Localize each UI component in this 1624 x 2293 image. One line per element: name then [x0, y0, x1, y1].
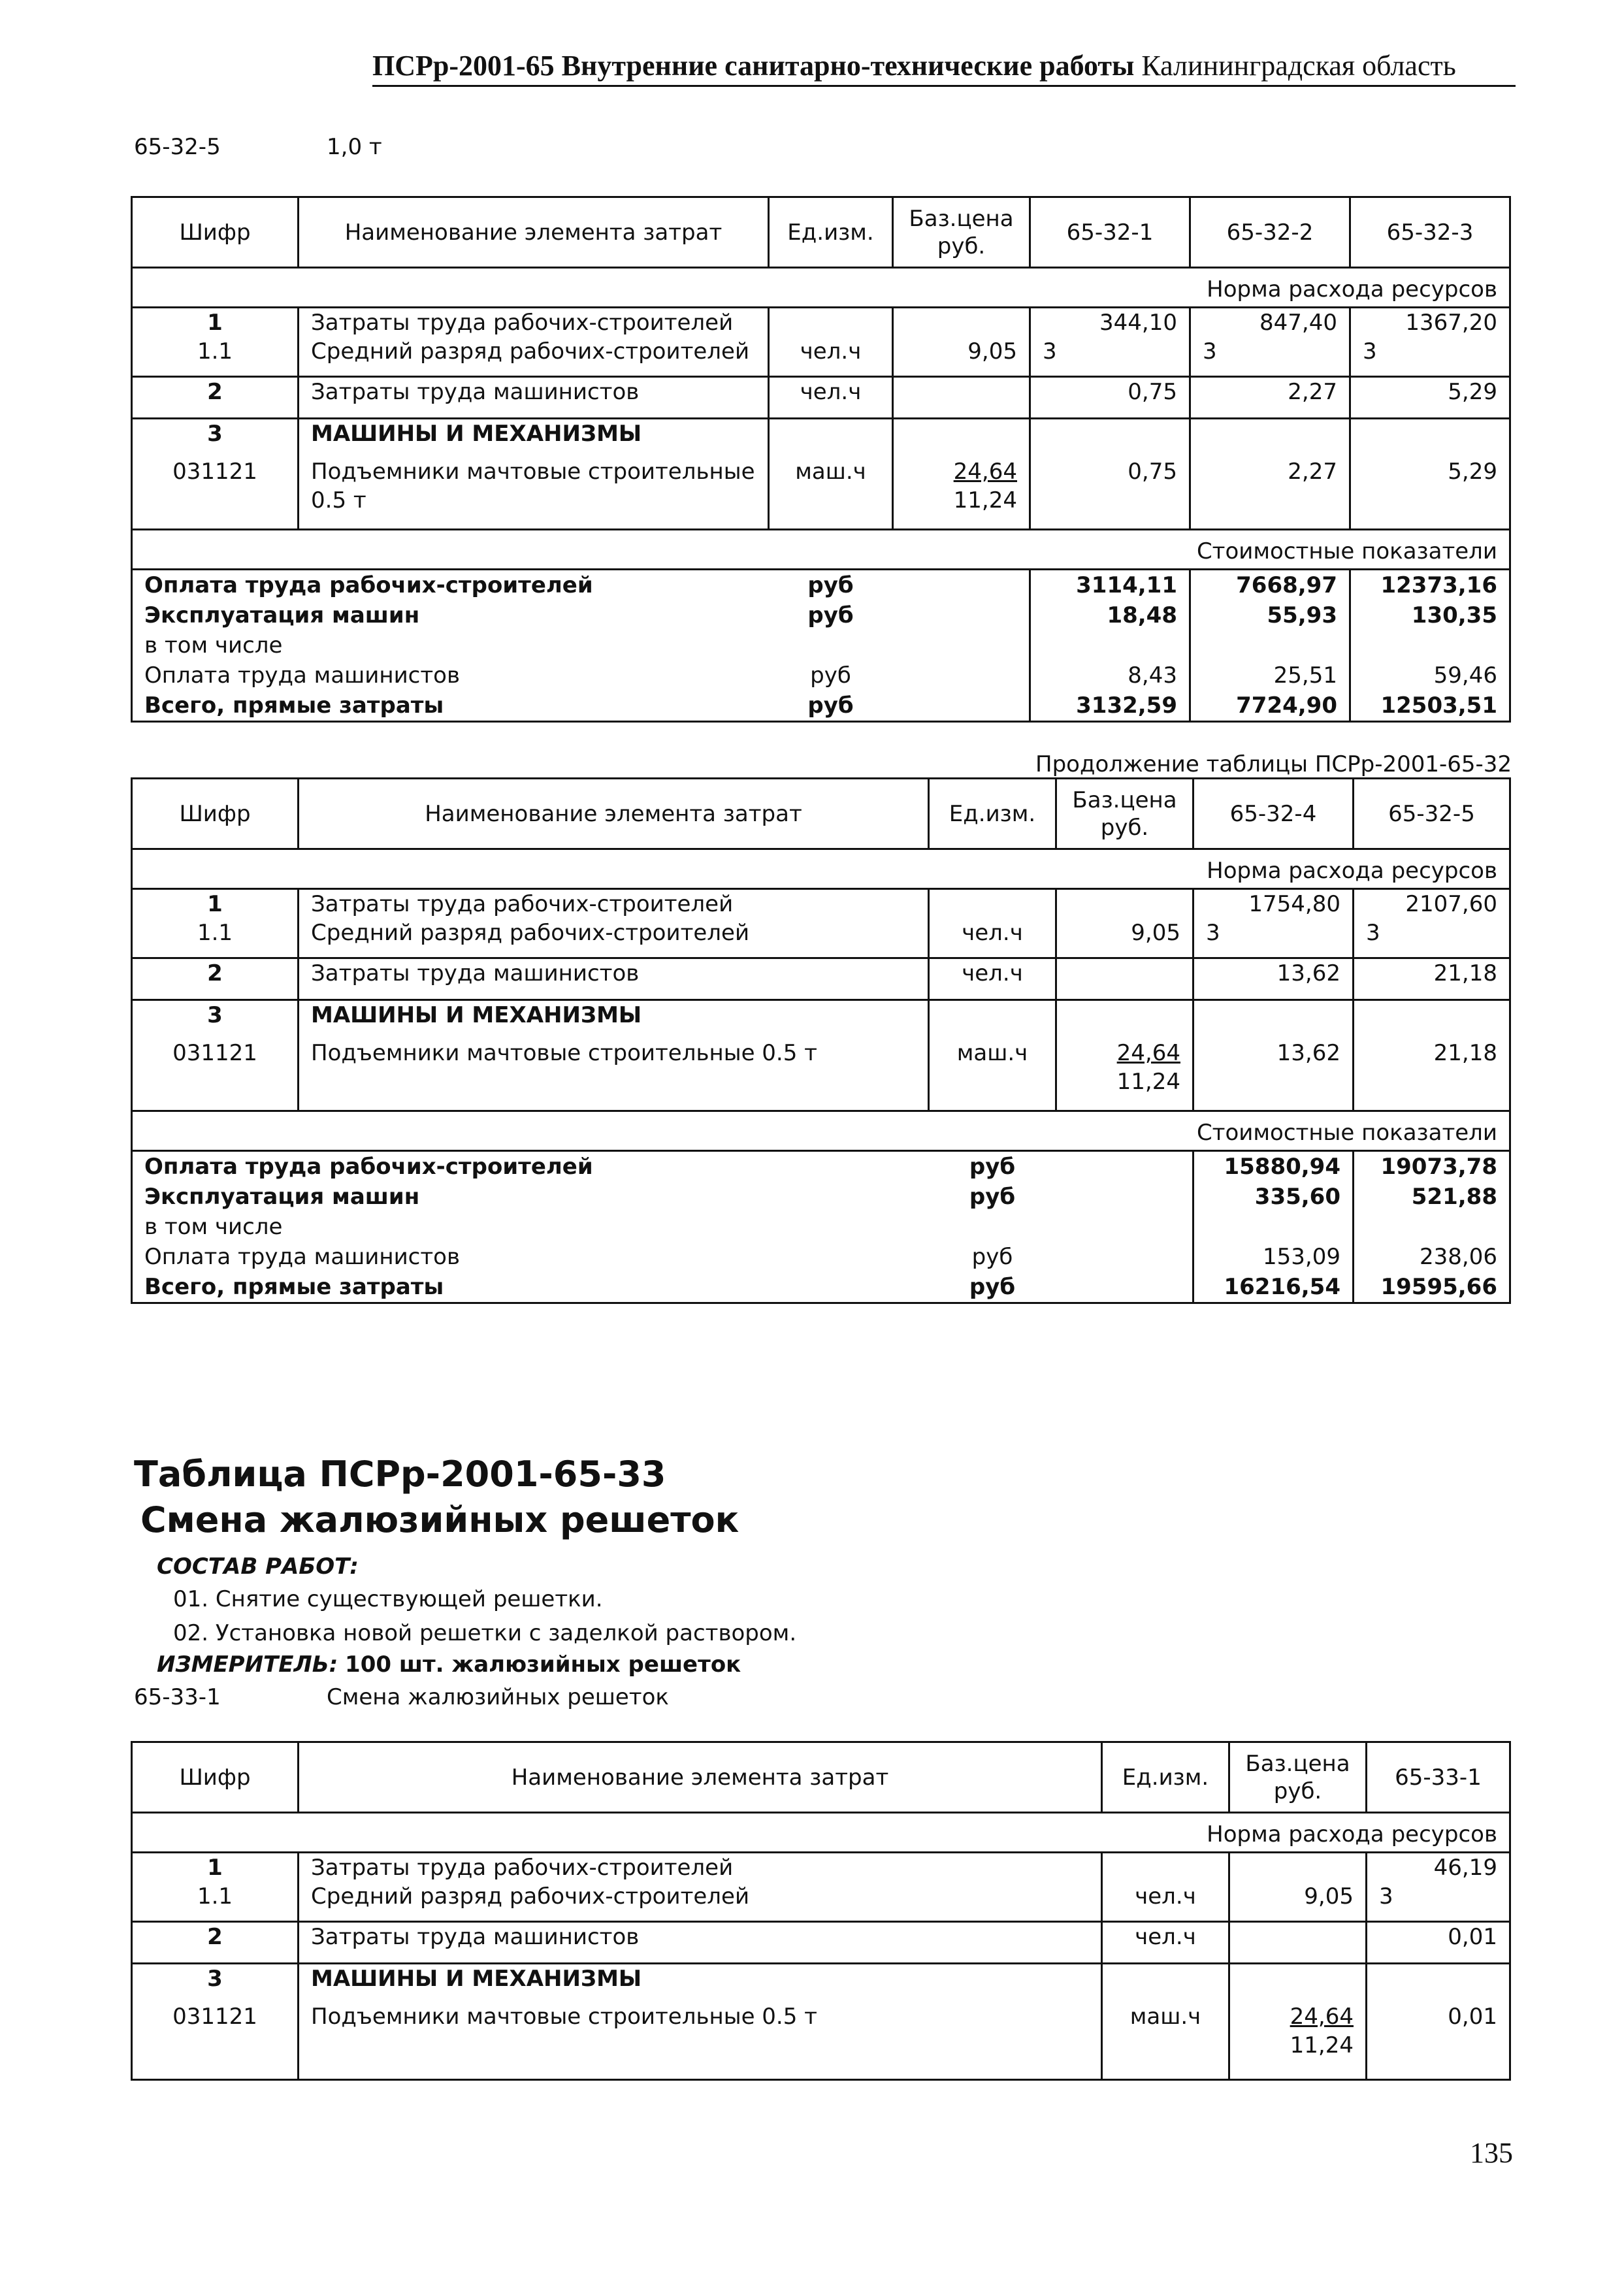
section-row [132, 849, 1510, 889]
cost-name: Оплата труда рабочих-строителей [132, 1150, 929, 1182]
cost-name: в том числе [132, 630, 769, 660]
cost-value: 59,46 [1350, 660, 1510, 691]
cost-value: 7668,97 [1236, 572, 1337, 598]
section-label: Норма расхода ресурсов [132, 1813, 1510, 1853]
col-header: Наименование элемента затрат [299, 1742, 1102, 1813]
table-header-row [132, 779, 1510, 849]
col-header: Шифр [132, 197, 299, 268]
row-value: 0,01 [1367, 2002, 1510, 2079]
cost-unit: руб [807, 602, 854, 628]
cost-value: 16216,54 [1194, 1272, 1354, 1303]
row-code: 1 [132, 1853, 299, 1883]
table-row [132, 1921, 1510, 1963]
row-name: Подъемники мачтовые строительные [311, 459, 755, 485]
row-name: Подъемники мачтовые строительные 0.5 т [299, 1039, 929, 1111]
table-header-row [132, 197, 1510, 268]
row-unit: маш.ч [769, 457, 893, 529]
cost-value: 521,88 [1354, 1182, 1510, 1212]
row-code: 2 [132, 958, 299, 1000]
row-unit: чел.ч [929, 919, 1056, 958]
cost-name: в том числе [132, 1212, 929, 1242]
row-value: 3 [1194, 919, 1354, 958]
table-row [132, 958, 1510, 1000]
table-row [132, 1882, 1510, 1921]
section-label: Норма расхода ресурсов [132, 849, 1510, 889]
cost-unit: руб [807, 572, 854, 598]
row-price: 24,64 [953, 459, 1017, 485]
row-value: 3 [1350, 337, 1510, 376]
cost-name: Оплата труда машинистов [132, 1242, 929, 1272]
cost-value: 12373,16 [1350, 569, 1510, 600]
cost-name: Эксплуатация машин [132, 600, 769, 630]
row-name: Подъемники мачтовые строительные 0.5 т [299, 2002, 1102, 2079]
table-65-33 [131, 1741, 1511, 2081]
subheader-code: 65-32-5 [134, 134, 221, 160]
cost-row [132, 600, 1510, 630]
row-price: 9,05 [1229, 1882, 1367, 1921]
cost-value: 12503,51 [1350, 691, 1510, 722]
col-header: Наименование элемента затрат [299, 197, 769, 268]
cost-unit: руб [971, 1243, 1013, 1270]
row-unit: чел.ч [769, 376, 893, 418]
row-price [893, 376, 1030, 418]
row-price [893, 308, 1030, 338]
row-unit [929, 889, 1056, 919]
cost-row [132, 691, 1510, 722]
row-name: МАШИНЫ И МЕХАНИЗМЫ [299, 418, 769, 457]
table-label: Таблица ПСРр-2001-65-33 [134, 1454, 666, 1495]
row-name: Средний разряд рабочих-строителей [299, 1882, 1102, 1921]
col-header: Ед.изм. [929, 779, 1056, 849]
cost-name: Всего, прямые затраты [132, 1272, 929, 1303]
row-name: Затраты труда рабочих-строителей [299, 889, 929, 919]
table-row [132, 1000, 1510, 1039]
cost-unit: руб [969, 1153, 1016, 1180]
row-code: 1 [132, 308, 299, 338]
section-row [132, 529, 1510, 569]
table-row [132, 2002, 1510, 2079]
meter-value: 100 шт. жалюзийных решеток [345, 1651, 741, 1678]
row-name: Затраты труда рабочих-строителей [299, 308, 769, 338]
row-value: 13,62 [1194, 958, 1354, 1000]
row-value: 0,01 [1367, 1921, 1510, 1963]
cost-value: 19073,78 [1354, 1150, 1510, 1182]
table-65-32-part2 [131, 777, 1511, 1304]
cost-value: 130,35 [1350, 600, 1510, 630]
row-code: 2 [132, 376, 299, 418]
header-code: ПСРр-2001-65 [372, 50, 555, 82]
row-unit: маш.ч [1102, 2002, 1229, 2079]
cost-value: 335,60 [1194, 1182, 1354, 1212]
row-price-machinist: 11,24 [1290, 2032, 1354, 2058]
section-row [132, 1111, 1510, 1150]
row-name: Затраты труда машинистов [299, 958, 929, 1000]
row-code: 1.1 [132, 337, 299, 376]
row-code: 3 [132, 1963, 299, 2002]
row-value: 2,27 [1190, 457, 1350, 529]
row-unit: чел.ч [1102, 1882, 1229, 1921]
work-item: 01. Снятие существующей решетки. [173, 1586, 603, 1612]
col-header: 65-32-1 [1030, 197, 1190, 268]
table-row [132, 376, 1510, 418]
cost-name: Эксплуатация машин [132, 1182, 929, 1212]
row-value: 3 [1190, 337, 1350, 376]
col-header: 65-32-2 [1190, 197, 1350, 268]
row-unit: чел.ч [929, 958, 1056, 1000]
cost-name: Оплата труда машинистов [132, 660, 769, 691]
row-value: 13,62 [1194, 1039, 1354, 1111]
row-price [1056, 958, 1194, 1000]
cost-value: 7724,90 [1190, 691, 1350, 722]
row-name: Средний разряд рабочих-строителей [299, 337, 769, 376]
cost-value: 15880,94 [1194, 1150, 1354, 1182]
row-value: 2,27 [1190, 376, 1350, 418]
cost-value: 3114,11 [1030, 569, 1190, 600]
work-item: 02. Установка новой решетки с заделкой раствором. [173, 1620, 797, 1646]
row-code: 3 [132, 418, 299, 457]
row-name-cont: 0.5 т [311, 487, 366, 513]
col-header: Шифр [132, 1742, 299, 1813]
table-row [132, 1963, 1510, 2002]
row-value: 5,29 [1350, 457, 1510, 529]
row-code: 1.1 [132, 919, 299, 958]
row-name: Затраты труда машинистов [299, 376, 769, 418]
section-row [132, 268, 1510, 308]
row-name: Затраты труда машинистов [299, 1921, 1102, 1963]
cost-unit: руб [929, 1272, 1056, 1303]
row-code: 031121 [132, 1039, 299, 1111]
row-code: 031121 [132, 2002, 299, 2079]
page-number: 135 [1470, 2137, 1513, 2169]
table-row [132, 337, 1510, 376]
row-value: 0,75 [1030, 376, 1190, 418]
header-region: Калининградская область [1141, 50, 1456, 82]
col-header: 65-32-5 [1354, 779, 1510, 849]
continuation-note: Продолжение таблицы ПСРр-2001-65-32 [1035, 751, 1512, 777]
row-value: 344,10 [1030, 308, 1190, 338]
section-label: Норма расхода ресурсов [132, 268, 1510, 308]
item-code: 65-33-1 [134, 1684, 221, 1710]
row-value: 1367,20 [1350, 308, 1510, 338]
cost-name: Оплата труда рабочих-строителей [132, 569, 769, 600]
col-header: Шифр [132, 779, 299, 849]
item-name: Смена жалюзийных решеток [327, 1684, 669, 1710]
row-code: 3 [132, 1000, 299, 1039]
meter-label: ИЗМЕРИТЕЛЬ: [157, 1651, 338, 1678]
table-65-32-part1 [131, 196, 1511, 723]
cost-row [132, 630, 1510, 660]
row-unit: маш.ч [929, 1039, 1056, 1111]
row-unit: чел.ч [1102, 1921, 1229, 1963]
header-title: Внутренние санитарно-технические работы [561, 50, 1135, 82]
cost-row [132, 660, 1510, 691]
row-code: 1 [132, 889, 299, 919]
row-value: 21,18 [1354, 958, 1510, 1000]
row-value: 21,18 [1354, 1039, 1510, 1111]
row-name: МАШИНЫ И МЕХАНИЗМЫ [299, 1963, 1102, 2002]
cost-value: 19595,66 [1354, 1272, 1510, 1303]
col-header: Баз.цена руб. [1056, 779, 1194, 849]
row-value: 46,19 [1367, 1853, 1510, 1883]
cost-unit: руб [810, 662, 851, 689]
col-header: Баз.цена руб. [1229, 1742, 1367, 1813]
table-row [132, 308, 1510, 338]
row-unit [769, 308, 893, 338]
row-unit [1102, 1853, 1229, 1883]
table-row [132, 418, 1510, 457]
row-value: 847,40 [1190, 308, 1350, 338]
table-header-row [132, 1742, 1510, 1813]
table-row [132, 889, 1510, 919]
cost-row [132, 1242, 1510, 1272]
row-price [1229, 1921, 1367, 1963]
row-price: 9,05 [893, 337, 1030, 376]
col-header: 65-32-3 [1350, 197, 1510, 268]
row-value: 1754,80 [1194, 889, 1354, 919]
subheader-value: 1,0 т [327, 134, 382, 160]
col-header: 65-32-4 [1194, 779, 1354, 849]
row-code: 1.1 [132, 1882, 299, 1921]
row-unit: чел.ч [769, 337, 893, 376]
row-value: 3 [1354, 919, 1510, 958]
row-value: 2107,60 [1354, 889, 1510, 919]
row-price: 24,64 [1116, 1040, 1180, 1066]
row-value: 5,29 [1350, 376, 1510, 418]
works-label: СОСТАВ РАБОТ: [157, 1553, 359, 1580]
col-header: Наименование элемента затрат [299, 779, 929, 849]
row-price-machinist: 11,24 [953, 487, 1017, 513]
cost-value: 8,43 [1030, 660, 1190, 691]
cost-value: 238,06 [1354, 1242, 1510, 1272]
cost-unit: руб [969, 1183, 1016, 1210]
cost-row [132, 1272, 1510, 1303]
cost-row [132, 1150, 1510, 1182]
row-price [1229, 1853, 1367, 1883]
row-price-machinist: 11,24 [1116, 1069, 1180, 1095]
row-price [1056, 889, 1194, 919]
cost-row [132, 1212, 1510, 1242]
row-name: МАШИНЫ И МЕХАНИЗМЫ [299, 1000, 929, 1039]
row-code: 031121 [132, 457, 299, 529]
cost-value: 18,48 [1030, 600, 1190, 630]
table-row [132, 1039, 1510, 1111]
cost-unit: руб [769, 691, 893, 722]
table-row [132, 919, 1510, 958]
cost-value: 3132,59 [1030, 691, 1190, 722]
table-row [132, 457, 1510, 529]
cost-row [132, 569, 1510, 600]
row-value: 0,75 [1030, 457, 1190, 529]
running-header [372, 47, 1516, 87]
row-value: 3 [1367, 1882, 1510, 1921]
col-header: Ед.изм. [1102, 1742, 1229, 1813]
col-header: Баз.цена руб. [893, 197, 1030, 268]
col-header: Ед.изм. [769, 197, 893, 268]
cost-row [132, 1182, 1510, 1212]
cost-value: 153,09 [1194, 1242, 1354, 1272]
row-name: Средний разряд рабочих-строителей [299, 919, 929, 958]
cost-value: 25,51 [1273, 662, 1337, 689]
section-row [132, 1813, 1510, 1853]
row-price: 9,05 [1056, 919, 1194, 958]
section-label: Стоимостные показатели [132, 529, 1510, 569]
row-name: Затраты труда рабочих-строителей [299, 1853, 1102, 1883]
section-label: Стоимостные показатели [132, 1111, 1510, 1150]
row-price: 24,64 [1290, 2004, 1354, 2030]
cost-name: Всего, прямые затраты [132, 691, 769, 722]
row-code: 2 [132, 1921, 299, 1963]
table-row [132, 1853, 1510, 1883]
col-header: 65-33-1 [1367, 1742, 1510, 1813]
cost-value: 55,93 [1267, 602, 1337, 628]
row-value: 3 [1030, 337, 1190, 376]
section-title: Смена жалюзийных решеток [140, 1499, 739, 1540]
